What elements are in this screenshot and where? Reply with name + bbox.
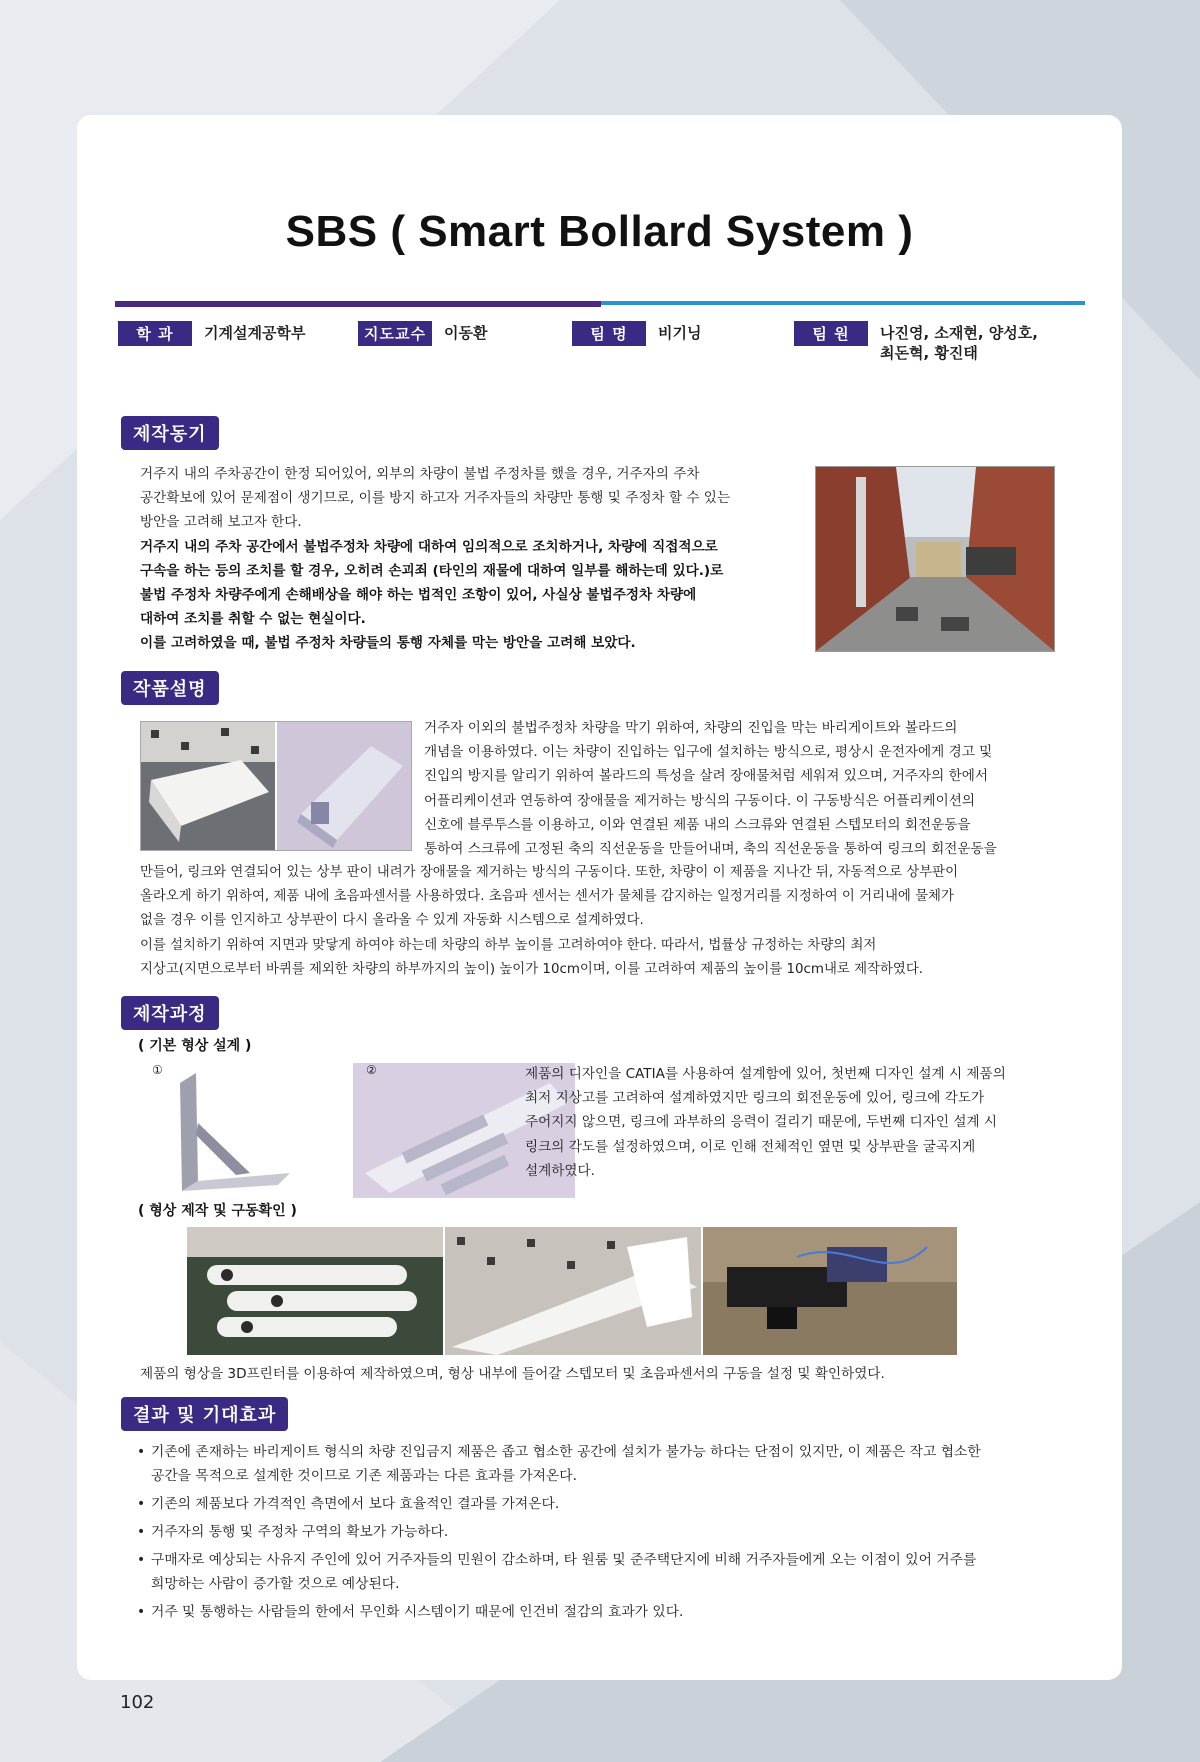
page-number: 102	[120, 1692, 155, 1713]
motivation-text	[140, 462, 780, 656]
text-line: 제품의 디자인을 CATIA를 사용하여 설계함에 있어, 첫번째 디자인 설계 시 제품의	[525, 1066, 1006, 1082]
text-line: 최저 지상고를 고려하여 설계하였지만 링크의 회전운동에 있어, 링크에 각도가	[525, 1090, 985, 1107]
list-item	[137, 1520, 1077, 1544]
text-line: 구매자로 예상되는 사유지 주인에 있어 거주자들의 민원이 감소하며, 타 원룸 및 준주택단지에 비해 거주자들에게 오는 이점이 있어 거주를	[151, 1552, 977, 1568]
text-line-bold: 이를 고려하였을 때, 불법 주정차 차량들의 통행 자체를 막는 방안을 고려해 보았다.	[140, 635, 636, 652]
design-label: ①	[152, 1063, 163, 1077]
bullet-icon: •	[137, 1496, 146, 1512]
text-line: 어플리케이션과 연동하여 장애물을 제거하는 방식의 구동이다. 이 구동방식은 어플리케이션의	[424, 792, 976, 809]
section-heading-process: 제작과정	[121, 996, 219, 1030]
text-line: 기존의 제품보다 가격적인 측면에서 보다 효율적인 결과를 가져온다.	[151, 1496, 560, 1512]
info-value: 기계설계공학부	[204, 324, 306, 342]
text-line: 주어지지 않으면, 링크에 과부하의 응력이 걸리기 때문에, 두번째 디자인 설계 시	[525, 1114, 998, 1131]
product-photos	[140, 721, 412, 851]
list-item	[137, 1548, 1077, 1596]
info-label: 팀 원	[794, 321, 868, 346]
text-line: 없을 경우 이를 인지하고 상부판이 다시 올라올 수 있게 자동화 시스템으로 설계하였다.	[140, 913, 644, 929]
title-rule-light	[601, 301, 1085, 305]
text-line: 기존에 존재하는 바리게이트 형식의 차량 진입금지 제품은 좁고 협소한 공간에 설치가 불가능 하다는 단점이 있지만, 이 제품은 작고 협소한	[151, 1444, 981, 1460]
team-members-line: 최돈혁, 황진태	[880, 344, 978, 362]
text-line: 이를 설치하기 위하여 지면과 맞닿게 하여야 하는데 차량의 하부 높이를 고려하여야 한다. 따라서, 법률상 규정하는 차량의 최저	[140, 937, 877, 953]
text-line-bold: 대하여 조치를 취할 수 없는 현실이다.	[140, 611, 366, 628]
text-line: 진입의 방지를 알리기 위하여 볼라드의 특성을 살려 장애물처럼 세워져 있으며, 거주자의 한에서	[424, 768, 988, 785]
info-label: 팀 명	[572, 321, 646, 346]
text-line: 공간확보에 있어 문제점이 생기므로, 이를 방지 하고자 거주자들의 차량만 통행 및 주정차 할 수 있는	[140, 490, 731, 507]
design-label: ②	[366, 1063, 377, 1077]
team-members-line: 나진영, 소재현, 양성호,	[880, 324, 1038, 342]
fabrication-caption: 제품의 형상을 3D프린터를 이용하여 제작하였으며, 형상 내부에 들어갈 스텝모터 및 초음파센서의 구동을 설정 및 확인하였다.	[140, 1366, 885, 1382]
alley-photo	[815, 466, 1055, 652]
description-text-full	[140, 861, 1100, 982]
info-value: 이동환	[444, 324, 488, 342]
info-advisor	[358, 321, 487, 371]
text-line: 지상고(지면으로부터 바퀴를 제외한 차량의 하부까지의 높이) 높이가 10cm이며, 이를 고려하여 제품의 높이를 10cm내로 제작하였다.	[140, 961, 924, 977]
section-heading-description: 작품설명	[121, 671, 219, 705]
text-line: 희망하는 사람이 증가할 것으로 예상된다.	[151, 1576, 400, 1592]
text-line: 거주자의 통행 및 주정차 구역의 확보가 가능하다.	[151, 1524, 449, 1540]
text-line-bold: 구속을 하는 등의 조치를 할 경우, 오히려 손괴죄 (타인의 재물에 대하여 일부를 해하는데 있다.)로	[140, 562, 724, 579]
section-heading-results: 결과 및 기대효과	[121, 1397, 288, 1431]
bullet-icon: •	[137, 1524, 146, 1540]
text-line: 설계하였다.	[525, 1162, 595, 1179]
results-list	[137, 1440, 1077, 1628]
process-text	[525, 1062, 1115, 1183]
info-team-members	[794, 321, 1038, 371]
bullet-icon: •	[137, 1552, 146, 1568]
list-item	[137, 1440, 1077, 1488]
info-department	[118, 321, 305, 371]
text-line: 링크의 각도를 설정하였으며, 이로 인해 전체적인 옆면 및 상부판을 굴곡지게	[525, 1138, 976, 1155]
sub-heading-basic-design: ( 기본 형상 설계 )	[138, 1038, 252, 1054]
text-line: 신호에 블루투스를 이용하고, 이와 연결된 제품 내의 스크류와 연결된 스텝모터의 회전운동을	[424, 816, 971, 833]
text-line: 개념을 이용하였다. 이는 차량이 진입하는 입구에 설치하는 방식으로, 평상시 운전자에게 경고 및	[424, 744, 993, 761]
text-line: 통하여 스크류에 고정된 축의 직선운동을 만들어내며, 축의 직선운동을 통하여 링크의 회전운동을	[424, 841, 997, 858]
list-item	[137, 1600, 1077, 1624]
page-title: SBS ( Smart Bollard System )	[285, 207, 914, 256]
info-label: 지도교수	[358, 321, 432, 346]
sub-heading-fabrication: ( 형상 제작 및 구동확인 )	[138, 1203, 297, 1219]
text-line: 거주 및 통행하는 사람들의 한에서 무인화 시스템이기 때문에 인건비 절감의 효과가 있다.	[151, 1604, 684, 1620]
text-line: 공간을 목적으로 설계한 것이므로 기존 제품과는 다른 효과를 가져온다.	[151, 1468, 577, 1484]
info-value	[880, 321, 1038, 363]
text-line-bold: 불법 주정차 차량주에게 손해배상을 해야 하는 법적인 조항이 있어, 사실상 불법주정차 차량에	[140, 587, 697, 604]
info-value: 비기닝	[658, 324, 702, 342]
fabrication-photos	[187, 1227, 957, 1355]
info-label: 학 과	[118, 321, 192, 346]
text-line: 거주지 내의 주차공간이 한정 되어있어, 외부의 차량이 불법 주정차를 했을 경우, 거주자의 주차	[140, 466, 700, 482]
description-text-beside	[424, 716, 1064, 861]
text-line: 만들어, 링크와 연결되어 있는 상부 판이 내려가 장애물을 제거하는 방식의 구동이다. 또한, 차량이 이 제품을 지나간 뒤, 자동적으로 상부판이	[140, 865, 959, 880]
title-rule-dark	[115, 301, 601, 307]
text-line: 거주자 이외의 불법주정차 차량을 막기 위하여, 차량의 진입을 막는 바리게이트와 볼라드의	[424, 720, 958, 736]
section-heading-motivation: 제작동기	[121, 416, 219, 450]
text-line-bold: 거주지 내의 주차 공간에서 불법주정차 차량에 대하여 임의적으로 조치하거나, 차량에 직접적으로	[140, 538, 718, 555]
list-item	[137, 1492, 1077, 1516]
text-line: 방안을 고려해 보고자 한다.	[140, 514, 302, 531]
bullet-icon: •	[137, 1604, 146, 1620]
bullet-icon: •	[137, 1444, 146, 1460]
text-line: 올라오게 하기 위하여, 제품 내에 초음파센서를 사용하였다. 초음파 센서는 센서가 물체를 감지하는 일정거리를 지정하여 이 거리내에 물체가	[140, 889, 954, 905]
info-team-name	[572, 321, 701, 371]
cad-design-images	[140, 1063, 575, 1198]
